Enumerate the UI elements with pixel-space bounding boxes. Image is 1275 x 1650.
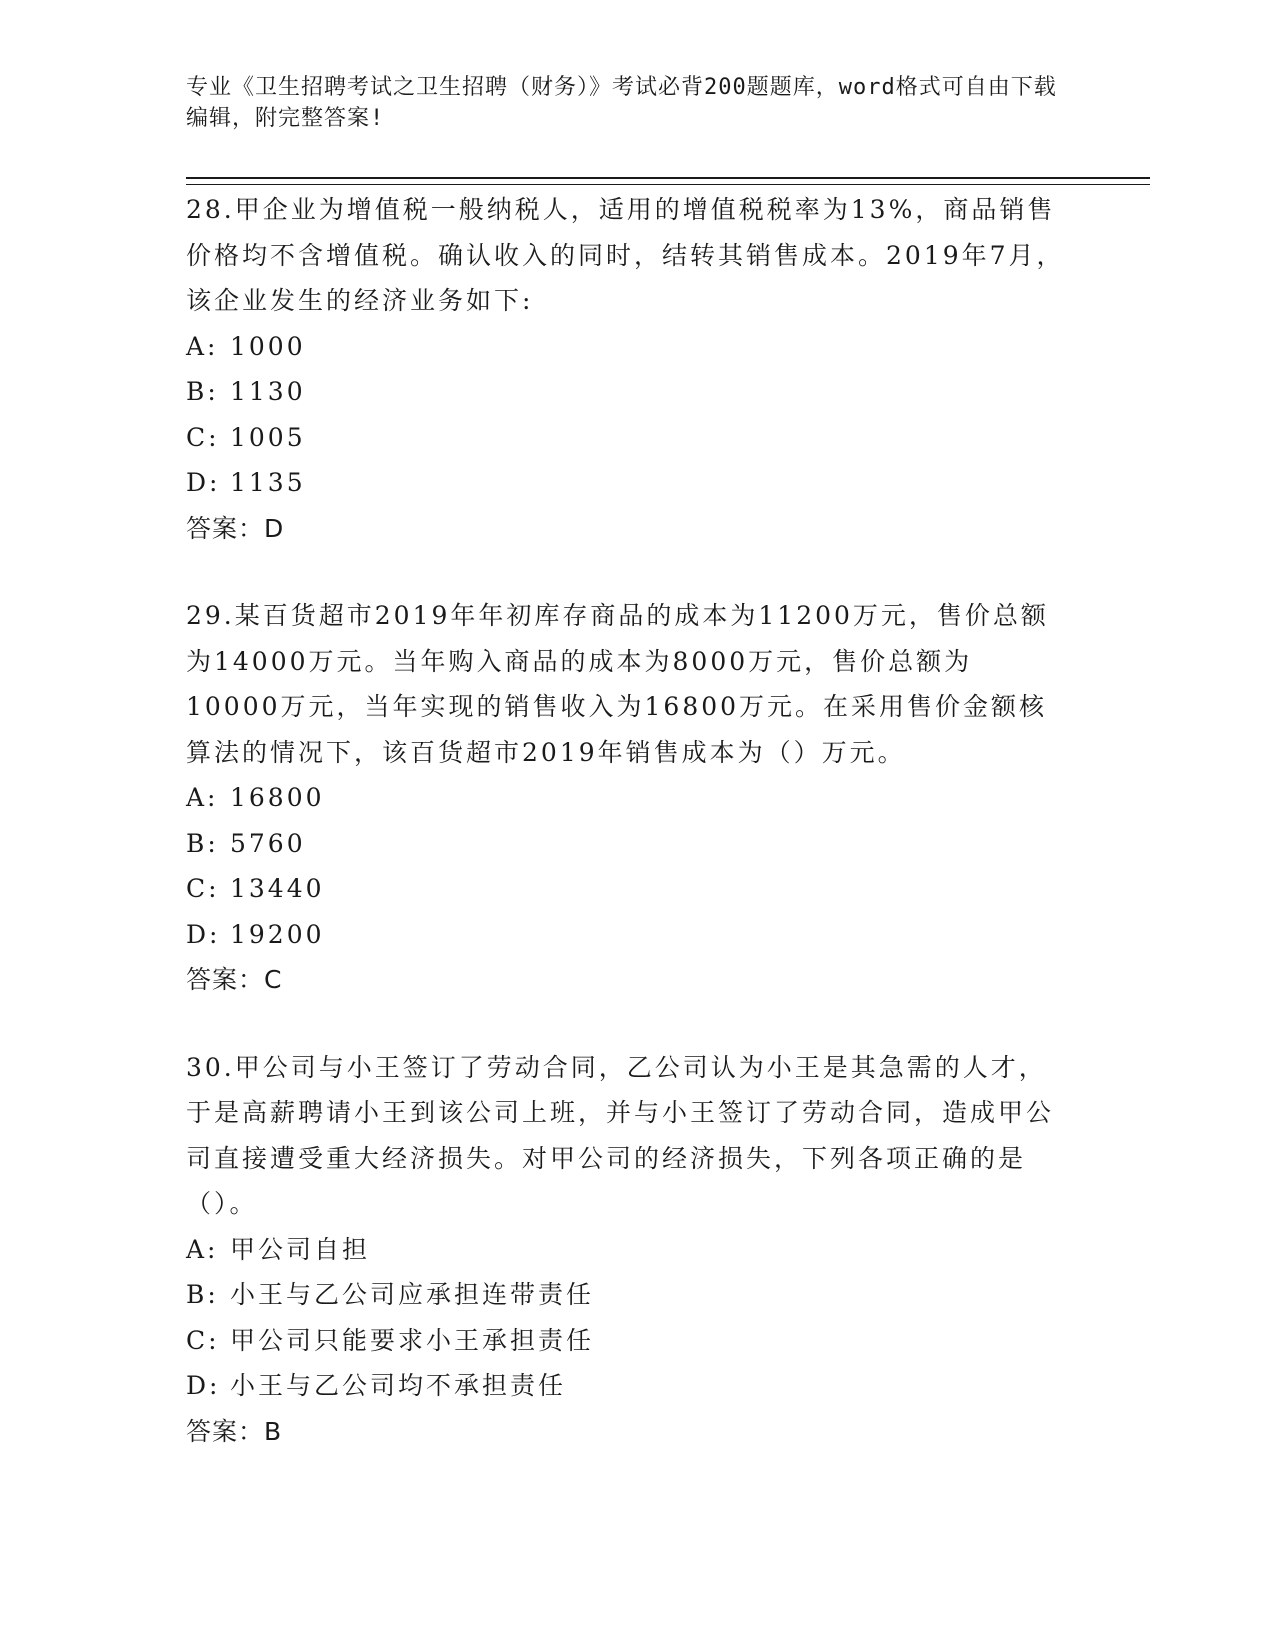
option-d xyxy=(186,912,1066,958)
option-c xyxy=(186,866,1066,912)
option-key: C: xyxy=(186,1325,220,1355)
question-list xyxy=(186,187,1066,1496)
option-d xyxy=(186,460,1066,506)
option-a xyxy=(186,324,1066,370)
option-key: B: xyxy=(186,828,219,858)
question-30 xyxy=(186,1045,1066,1455)
answer-line: 答案：D xyxy=(186,513,285,543)
option-text: 1005 xyxy=(230,422,306,452)
option-text: 16800 xyxy=(230,783,325,812)
document-header: 专业《卫生招聘考试之卫生招聘（财务）》考试必背200题题库，word格式可自由下载编辑，附完整答案! xyxy=(186,75,1057,131)
question-29 xyxy=(186,593,1066,1003)
option-b xyxy=(186,1272,1066,1318)
option-key: B: xyxy=(186,377,219,406)
option-key: B: xyxy=(186,1280,219,1309)
option-text: 1135 xyxy=(230,468,306,497)
answer-line: 答案：C xyxy=(186,965,283,994)
option-a xyxy=(186,775,1066,821)
header-divider xyxy=(186,177,1150,185)
option-c xyxy=(186,1318,1066,1364)
question-stem: 30.甲公司与小王签订了劳动合同，乙公司认为小王是其急需的人才，于是高薪聘请小王到该公司上班，并与小王签订了劳动合同，造成甲公司直接遭受重大经济损失。对甲公司的经济损失，下列各项正确的是（）。 xyxy=(186,1052,1055,1218)
option-key: A: xyxy=(186,1234,219,1264)
option-text: 19200 xyxy=(230,919,325,949)
option-text: 甲公司只能要求小王承担责任 xyxy=(230,1325,595,1355)
option-d xyxy=(186,1363,1066,1409)
option-text: 13440 xyxy=(230,874,325,903)
option-text: 5760 xyxy=(230,828,306,858)
option-text: 甲公司自担 xyxy=(230,1234,371,1264)
option-text: 小王与乙公司均不承担责任 xyxy=(230,1371,567,1400)
question-stem: 29.某百货超市2019年年初库存商品的成本为11200万元，售价总额为14000万元。当年购入商品的成本为8000万元，售价总额为10000万元，当年实现的销售收入为16800万元。在采用售价金额核算法的情况下，该百货超市2019年销售成本为（）万元。 xyxy=(186,601,1049,767)
option-key: C: xyxy=(186,874,220,903)
question-stem: 28.甲企业为增值税一般纳税人，适用的增值税税率为13%，商品销售价格均不含增值税。确认收入的同时，结转其销售成本。2019年7月，该企业发生的经济业务如下: xyxy=(186,195,1065,315)
option-text: 1000 xyxy=(230,331,306,361)
answer-line: 答案：B xyxy=(186,1416,283,1446)
option-text: 小王与乙公司应承担连带责任 xyxy=(230,1280,595,1309)
option-key: D: xyxy=(186,919,221,949)
option-key: C: xyxy=(186,422,220,452)
option-key: D: xyxy=(186,1371,221,1400)
option-b xyxy=(186,369,1066,415)
option-key: A: xyxy=(186,783,219,812)
option-text: 1130 xyxy=(230,377,306,406)
option-a xyxy=(186,1227,1066,1273)
option-key: D: xyxy=(186,468,221,497)
option-key: A: xyxy=(186,331,219,361)
option-c xyxy=(186,415,1066,461)
question-28 xyxy=(186,187,1066,551)
option-b xyxy=(186,821,1066,867)
